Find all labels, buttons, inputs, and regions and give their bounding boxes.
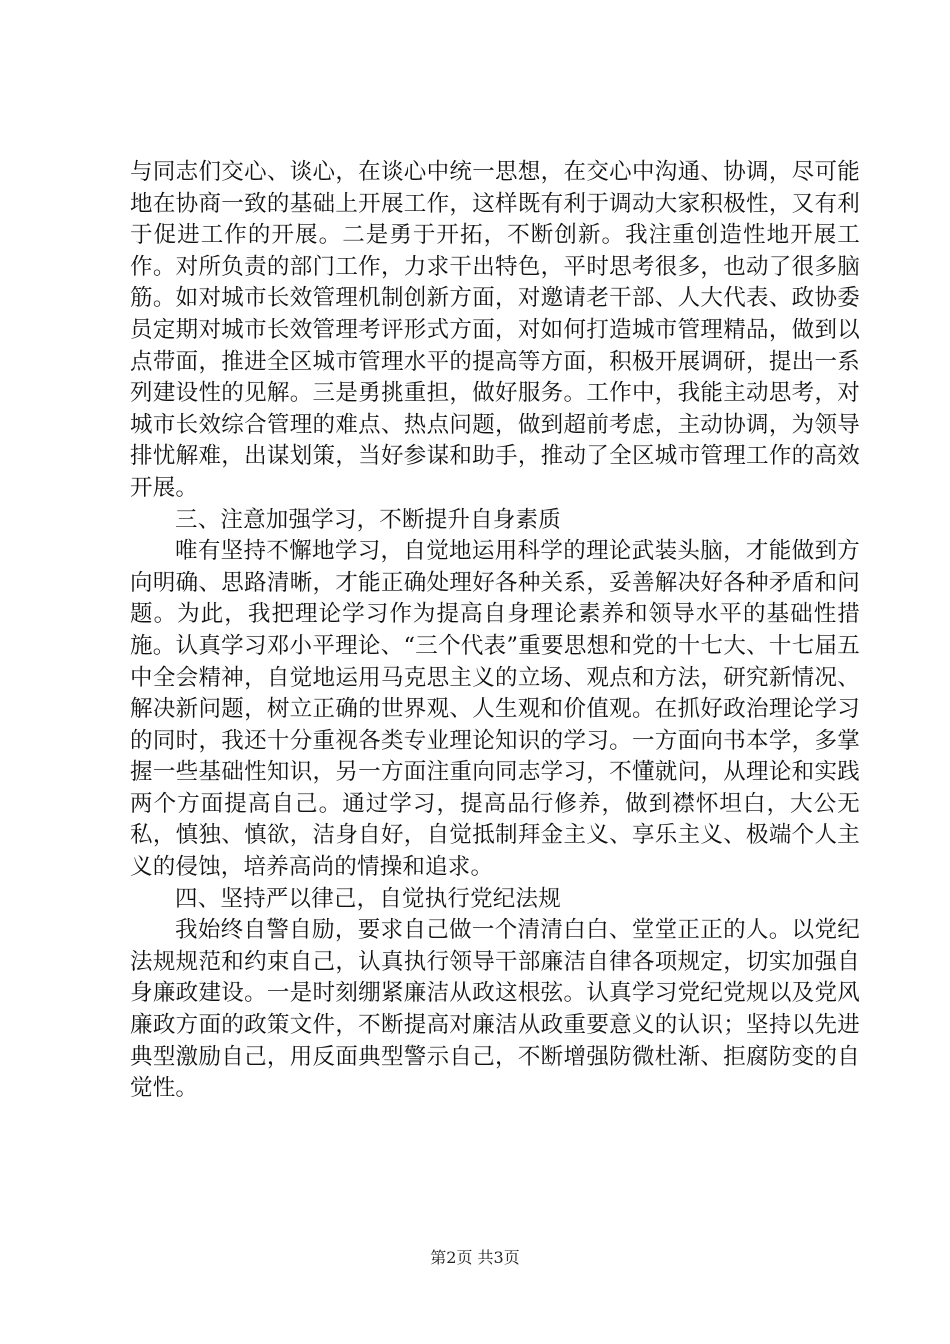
paragraph-discipline: 我始终自警自励，要求自己做一个清清白白、堂堂正正的人。以党纪法规规范和约束自己，认真执行领导干部廉洁自律各项规定，切实加强自身廉政建设。一是时刻绷紧廉洁从政这根弦。认真学习党纪党规以及党风廉政方面的政策文件，不断提高对廉洁从政重要意义的认识；坚持以先进典型激励自己，用反面典型警示自己，不断增强防微杜渐、拒腐防变的自觉性。 [130, 917, 860, 1102]
paragraph-study: 唯有坚持不懈地学习，自觉地运用科学的理论武装头脑，才能做到方向明确、思路清晰，才能正确处理好各种关系，妥善解决好各种矛盾和问题。为此，我把理论学习作为提高自身理论素养和领导水平的基础性措施。认真学习邓小平理论、“三个代表”重要思想和党的十七大、十七届五中全会精神，自觉地运用马克思主义的立场、观点和方法，研究新情况、解决新问题，树立正确的世界观、人生观和价值观。在抓好政治理论学习的同时，我还十分重视各类专业理论知识的学习。一方面向书本学，多掌握一些基础性知识，另一方面注重向同志学习，不懂就问，从理论和实践两个方面提高自己。通过学习，提高品行修养，做到襟怀坦白，大公无私，慎独、慎欲，洁身自好，自觉抵制拜金主义、享乐主义、极端个人主义的侵蚀，培养高尚的情操和追求。 [130, 538, 860, 881]
document-body [130, 157, 860, 1105]
paragraph-continuation: 与同志们交心、谈心，在谈心中统一思想，在交心中沟通、协调，尽可能地在协商一致的基础上开展工作，这样既有利于调动大家积极性，又有利于促进工作的开展。二是勇于开拓，不断创新。我注重创造性地开展工作。对所负责的部门工作，力求干出特色，平时思考很多，也动了很多脑筋。如对城市长效管理机制创新方面，对邀请老干部、人大代表、政协委员定期对城市长效管理考评形式方面，对如何打造城市管理精品，做到以点带面，推进全区城市管理水平的提高等方面，积极开展调研，提出一系列建设性的见解。三是勇挑重担，做好服务。工作中，我能主动思考，对城市长效综合管理的难点、热点问题，做到超前考虑，主动协调，为领导排忧解难，出谋划策，当好参谋和助手，推动了全区城市管理工作的高效开展。 [130, 159, 860, 501]
page-number-footer: 第2页 共3页 [430, 1248, 520, 1267]
section-heading-3: 三、注意加强学习，不断提升自身素质 [175, 506, 561, 533]
section-heading-4: 四、坚持严以律己，自觉执行党纪法规 [175, 885, 561, 912]
